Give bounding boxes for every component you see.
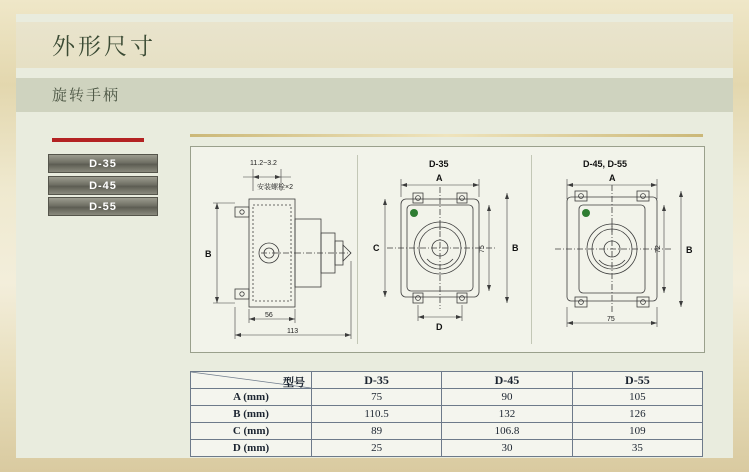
dim-75-label-d45: 75	[607, 316, 615, 323]
dim-b-label: B	[205, 249, 212, 259]
gold-divider-rule	[190, 134, 703, 137]
mounting-note-label: 安装螺栓×2	[257, 184, 293, 191]
cell-a-d55: 105	[572, 389, 702, 406]
dim-75-label-d35: 75	[479, 245, 486, 253]
table-corner-cell	[191, 372, 312, 389]
dim-b-label-d45: B	[686, 245, 693, 255]
cell-d-d45: 30	[442, 440, 573, 457]
table-row	[191, 423, 703, 440]
table-header-row	[191, 372, 703, 389]
table-row	[191, 406, 703, 423]
table-col-d55: D-55	[572, 372, 702, 389]
subtitle-band	[16, 78, 733, 112]
dim-a-label-d45: A	[609, 173, 616, 183]
cell-b-d55: 126	[572, 406, 702, 423]
cell-a-d35: 75	[312, 389, 442, 406]
drawing-front-view-d35	[357, 147, 531, 352]
drawing-caption-d35: D-35	[429, 159, 449, 169]
dim-b-label-d35: B	[512, 243, 519, 253]
row-label-c: C (mm)	[191, 423, 312, 440]
cell-b-d35: 110.5	[312, 406, 442, 423]
row-label-a: A (mm)	[191, 389, 312, 406]
table-corner-label: 型号	[283, 377, 305, 389]
table-row	[191, 440, 703, 457]
table-col-d45: D-45	[442, 372, 573, 389]
drawing-side-view	[191, 147, 357, 352]
dim-top-label: 11.2~3.2	[250, 160, 277, 167]
dim-c-label-d35: C	[373, 243, 380, 253]
table-col-d35: D-35	[312, 372, 442, 389]
cell-c-d35: 89	[312, 423, 442, 440]
page-title: 外形尺寸	[52, 34, 156, 60]
model-button-d55[interactable]: D-55	[48, 197, 158, 216]
cell-d-d35: 25	[312, 440, 442, 457]
table-row	[191, 389, 703, 406]
cell-b-d45: 132	[442, 406, 573, 423]
drawing-caption-d45-d55: D-45, D-55	[583, 159, 628, 169]
dimensions-table	[190, 371, 703, 457]
drawing-front-view-d45-d55	[531, 147, 704, 352]
dim-56-label: 56	[265, 312, 273, 319]
dim-d-label-d35: D	[436, 322, 443, 332]
dim-113-label: 113	[287, 328, 299, 335]
row-label-b: B (mm)	[191, 406, 312, 423]
row-label-d: D (mm)	[191, 440, 312, 457]
dim-a-label-d35: A	[436, 173, 443, 183]
cell-a-d45: 90	[442, 389, 573, 406]
model-button-d45[interactable]: D-45	[48, 176, 158, 195]
cell-c-d45: 106.8	[442, 423, 573, 440]
dim-72-label: 72	[655, 245, 662, 253]
drawings-panel	[190, 146, 705, 353]
model-button-d35[interactable]: D-35	[48, 154, 158, 173]
cell-c-d55: 109	[572, 423, 702, 440]
red-accent-bar	[52, 138, 144, 142]
page-subtitle: 旋转手柄	[52, 86, 121, 104]
cell-d-d55: 35	[572, 440, 702, 457]
